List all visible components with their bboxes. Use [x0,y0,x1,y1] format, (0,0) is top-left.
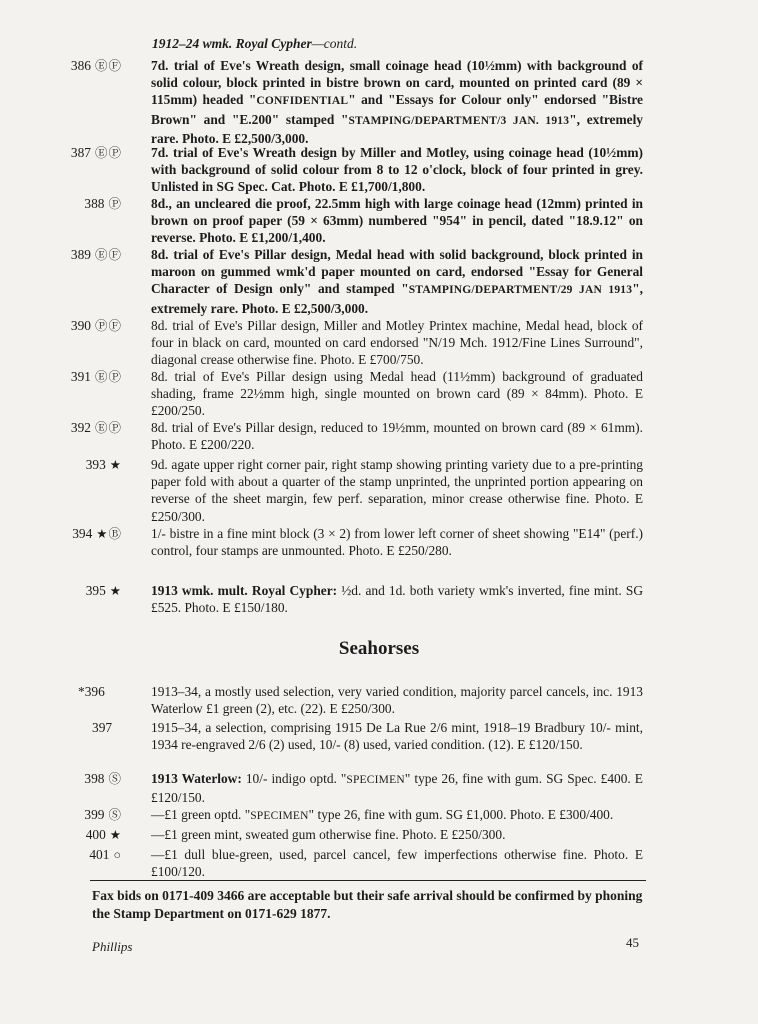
fax-bids-note: Fax bids on 0171-409 3466 are acceptable but their safe arrival should be confirmed by phoning the Stamp Department on 0171-629 1877. [92,888,643,921]
lot-number: 400 [85,827,106,842]
lot-description: —£1 dull blue-green, used, parcel cancel, few imperfections otherwise fine. Photo. E £100/120. [151,847,643,880]
running-head: 1912–24 wmk. Royal Cypher—contd. [152,36,358,51]
lot-number: 395 [85,583,106,598]
lot-symbols: ★ [109,828,122,842]
lot-number: *396 [78,684,105,699]
lot-description: 8d. trial of Eve's Pillar design using Medal head (11½mm) background of graduated shading, frame 22½mm high, single mounted on brown card (89 × 84mm). Photo. E £200/250. [151,369,643,419]
lot-symbols: Ⓢ [108,772,122,786]
lot-number: 389 [70,247,91,262]
lot-number: 398 [84,771,105,786]
lot-number: 392 [70,420,91,435]
lot-symbols: ⒺⓅ [94,146,122,160]
lot-description: 1913 wmk. mult. Royal Cypher: ½d. and 1d. both variety wmk's inverted, fine mint. SG £525. Photo. E £150/180. [151,583,643,616]
lot-symbols: Ⓢ [108,808,122,822]
lot-number: 393 [85,457,106,472]
lot-description: 1913 Waterlow: 10/- indigo optd. "SPECIMEN" type 26, fine with gum. SG Spec. £400. E £120/150. [151,771,643,806]
lot-description: 1/- bistre in a fine mint block (3 × 2) from lower left corner of sheet showing "E14" (perf.) control, four stamps are unmounted. Photo. E £250/280. [151,526,643,559]
lot-description: 8d. trial of Eve's Pillar design, reduced to 19½mm, mounted on brown card (89 × 61mm). Photo. E £200/220. [151,420,643,453]
section-title: Seahorses [338,638,420,659]
lot-symbols: ★Ⓑ [96,527,122,541]
lot-description: 1913–34, a mostly used selection, very varied condition, majority parcel cancels, inc. 1913 Waterlow £1 green (2), etc. (22). E £250/300. [151,684,643,717]
lot-symbols: ⒺⓅ [94,370,122,384]
lot-number: 401 [89,847,110,862]
lot-symbols: ⒺⒻ [94,248,122,262]
lot-number: 387 [70,145,91,160]
lot-description: 9d. agate upper right corner pair, right stamp showing printing variety due to a pre-printing paper fold with about a quarter of the stamp unprinted, the unprinted portion appearing on reverse of the sheet margin, few perf. separation, minor crease otherwise fine. Photo. E £250/300. [151,457,643,524]
lot-description: 1915–34, a selection, comprising 1915 De La Rue 2/6 mint, 1918–19 Bradbury 10/- mint, 1934 re-engraved 2/6 (2) used, 10/- (8) used, varied condition. (12). E £120/150. [151,720,643,753]
lot-description: 8d. trial of Eve's Pillar design, Miller and Motley Printex machine, Medal head, block of four in black on card, mounted on card endorsed "N/19 Mch. 1912/Fine Lines Surround", diagonal crease otherwise fine. Photo. E £700/750. [151,318,643,368]
lot-number: 397 [92,720,113,735]
lot-number: 386 [70,58,91,73]
lot-symbols: ⓅⒻ [94,319,122,333]
page-number: 45 [626,935,639,950]
lot-symbols: ★ [109,584,122,598]
lot-description: 7d. trial of Eve's Wreath design, small coinage head (10½mm) with background of solid colour, block printed in bistre brown on card, mounted on printed card (89 × 115mm) headed "CONFIDENTIAL" and "Essays for Colour only" endorsed "Bistre Brown" and "E.200" stamped "STAMPING/DEPARTMENT/3 JAN. 1913", extremely rare. Photo. E £2,500/3,000. [151,58,643,146]
footer-publisher: Phillips [92,939,133,954]
lot-number: 391 [70,369,91,384]
lot-description: 8d., an uncleared die proof, 22.5mm high with large coinage head (12mm) printed in brown on proof paper (59 × 63mm) numbered "954" in pencil, dated "18.9.12" on reverse. Photo. E £1,200/1,400. [151,196,643,246]
lot-symbols: ★ [109,458,122,472]
lot-number: 394 [72,526,93,541]
lot-symbols: ⒺⒻ [94,59,122,73]
lot-description: 7d. trial of Eve's Wreath design by Miller and Motley, using coinage head (10½mm) with background of solid colour from 8 to 12 o'clock, block of four printed in grey. Unlisted in SG Spec. Cat. Photo. E £1,700/1,800. [151,145,643,195]
lot-description: —£1 green mint, sweated gum otherwise fine. Photo. E £250/300. [151,827,506,842]
lot-number: 388 [84,196,105,211]
lot-number: 399 [84,807,105,822]
lot-number: 390 [70,318,91,333]
lot-symbols: ○ [113,848,122,862]
divider [90,880,646,881]
lot-symbols: ⒺⓅ [94,421,122,435]
lot-symbols: Ⓟ [108,197,122,211]
lot-description: —£1 green optd. "SPECIMEN" type 26, fine with gum. SG £1,000. Photo. E £300/400. [151,807,614,822]
lot-description: 8d. trial of Eve's Pillar design, Medal head with solid background, block printed in maroon on gummed wmk'd paper mounted on card, endorsed "Essay for General Character of Design only" and stamped "STAMPING/DEPARTMENT/29 JAN 1913", extremely rare. Photo. E £2,500/3,000. [151,247,643,316]
